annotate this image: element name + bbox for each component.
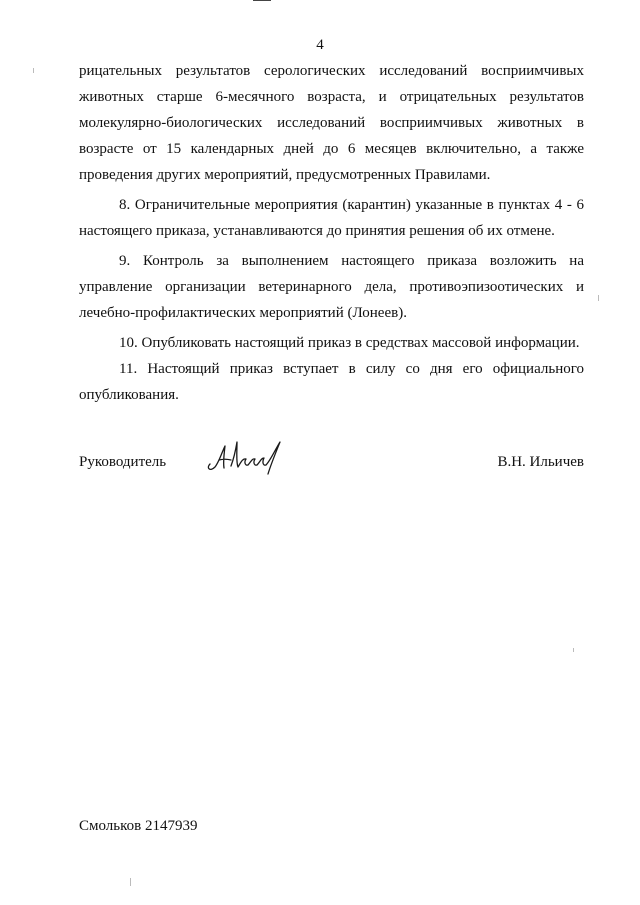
signature-block xyxy=(79,450,584,480)
scan-speck xyxy=(130,878,131,886)
paragraph-item-8: 8. Ограничительные мероприятия (карантин) указанные в пунктах 4 - 6 настоящего приказа, устанавливаются до принятия решения об их отмене. xyxy=(79,197,584,239)
scan-speck xyxy=(33,68,34,73)
signer-name: В.Н. Ильичев xyxy=(497,454,584,470)
paragraph-item-11: 11. Настоящий приказ вступает в силу со дня его официального опубликования. xyxy=(79,361,584,403)
handwritten-signature xyxy=(204,438,284,476)
paragraph-item-9: 9. Контроль за выполнением настоящего приказа возложить на управление организации ветеринарного дела, противоэпизоотических и лечебно-профилактических мероприятий (Лонеев). xyxy=(79,253,584,321)
scan-edge-mark xyxy=(253,0,271,1)
paragraph-continuation: рицательных результатов серологических исследований восприимчивых животных старше 6-месячного возраста, и отрицательных результатов молекулярно-биологических исследований восприимчивых животных в возрасте от 15 календарных дней до 6 месяцев включительно, а также проведения других мероприятий, предусмотренных Правилами. xyxy=(79,63,584,183)
scan-speck xyxy=(573,648,574,652)
page-number: 4 xyxy=(316,37,324,53)
document-body xyxy=(79,58,584,408)
paragraph-item-10: 10. Опубликовать настоящий приказ в средствах массовой информации. xyxy=(119,335,580,351)
scan-speck xyxy=(598,295,599,301)
signer-title: Руководитель xyxy=(79,454,167,470)
executor-info: Смольков 2147939 xyxy=(79,818,198,834)
